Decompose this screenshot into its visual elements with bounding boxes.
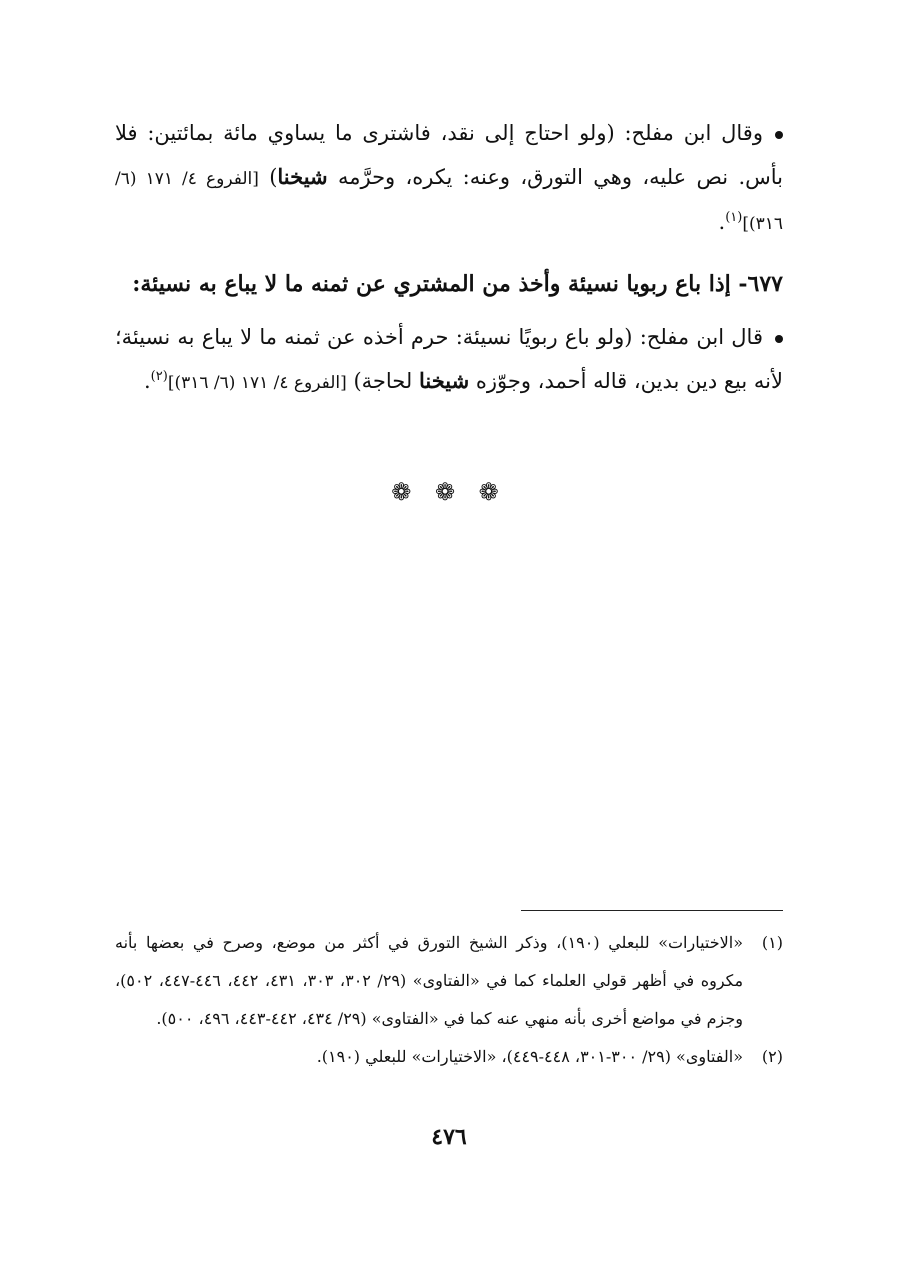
footnote-text: «الفتاوى» (٢٩/ ٣٠٠-٣٠١، ٤٤٨-٤٤٩)، «الاختيارات» للبعلي (١٩٠). — [316, 1047, 743, 1066]
footnote-marker-1[interactable]: (١) — [725, 210, 743, 225]
shaykhuna-bold: شيخنا — [277, 164, 328, 189]
page-number: ٤٧٦ — [431, 1124, 467, 1150]
footnotes-area — [115, 924, 783, 1076]
footnote-separator-rule — [521, 910, 783, 911]
document-page — [115, 0, 783, 1271]
paragraph-text-continued: لحاجة) — [353, 369, 413, 393]
paragraph-text: قال ابن مفلح: (ولو باع ربويًا نسيئة: حرم أخذه عن ثمنه ما لا يباع به نسيئة؛ لأنه بيع دين بدين، قاله أحمد، وجوّزه — [115, 325, 783, 393]
footnote-text: «الاختيارات» للبعلي (١٩٠)، وذكر الشيخ التورق في أكثر من موضع، وصرح في بعضها بأنه مكروه في أظهر قولي العلماء كما في «الفتاوى» (٢٩/ ٣٠٢، ٣٠٣، ٤٣١، ٤٤٢، ٤٤٦-٤٤٧، ٥٠٢)، وجزم في مواضع أخرى بأنه منهي عنه كما في «الفتاوى» (٢٩/ ٤٣٤، ٤٤٢-٤٤٣، ٤٩٦، ٥٠٠). — [115, 933, 744, 1028]
footnote-number: (٢) — [761, 1047, 783, 1066]
section-divider-ornament-icon: ❁ ❁ ❁ — [391, 478, 507, 506]
shaykhuna-bold: شيخنا — [418, 368, 470, 393]
section-heading-677: ٦٧٧- إذا باع ربويا نسيئة وأخذ من المشتري عن ثمنه ما لا يباع به نسيئة: — [132, 271, 783, 297]
bullet-icon — [775, 335, 783, 343]
sentence-end: . — [718, 210, 726, 234]
citation-reference: [الفروع ٤/ ١٧١ (٦/ ٣١٦)] — [115, 169, 783, 234]
footnote-1 — [115, 924, 783, 1038]
sentence-end: . — [143, 369, 151, 393]
paragraph-ibn-muflih-tawarruq — [115, 112, 783, 246]
footnote-number: (١) — [761, 933, 783, 952]
citation-reference: [الفروع ٤/ ١٧١ (٦/ ٣١٦)] — [167, 373, 347, 393]
paragraph-ribawi-nasiah — [115, 316, 783, 405]
closing-paren: ) — [269, 165, 278, 189]
paragraph-text: وقال ابن مفلح: (ولو احتاج إلى نقد، فاشترى ما يساوي مائة بمائتين: فلا بأس. نص عليه، وهي التورق، وعنه: يكره، وحرَّمه — [115, 121, 783, 189]
footnote-2 — [115, 1038, 783, 1076]
footnote-marker-2[interactable]: (٢) — [150, 369, 168, 384]
bullet-icon — [775, 131, 783, 139]
